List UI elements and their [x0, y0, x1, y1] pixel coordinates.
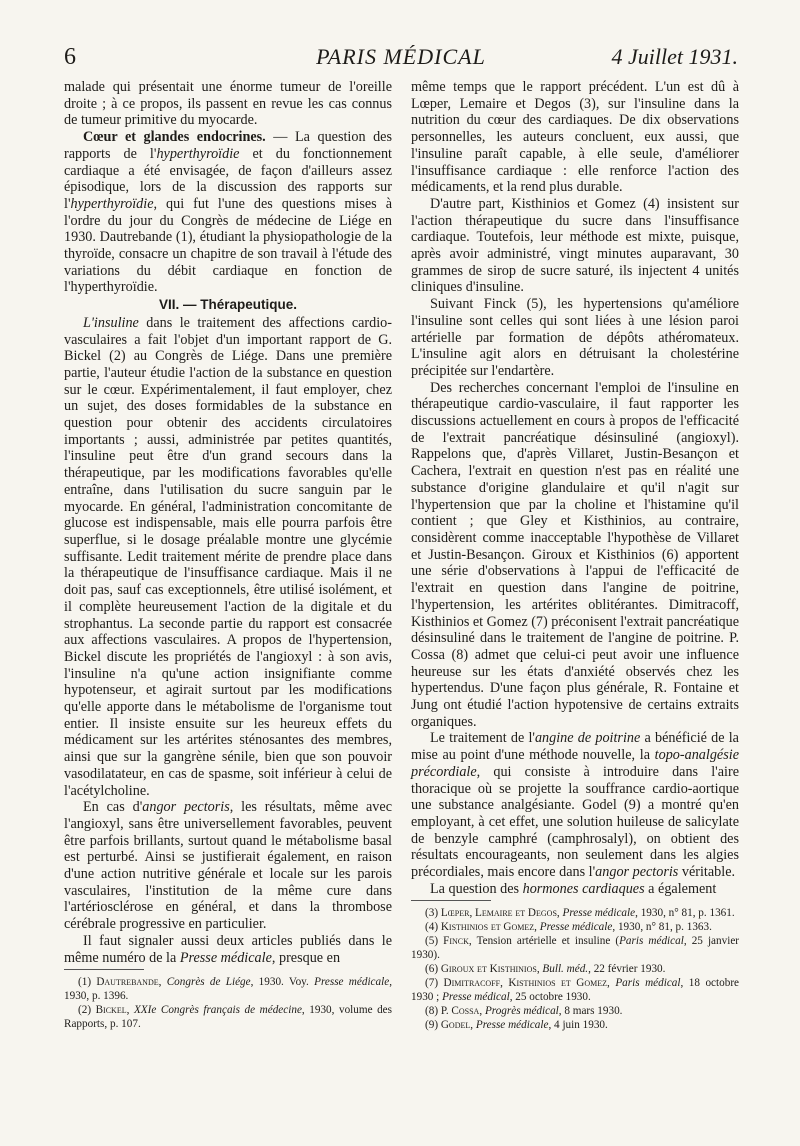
paragraph: En cas d'angor pectoris, les résultats, même avec l'angioxyl, sans être universellement favorables, peuvent être parfois brillants, surtout quand le métabolisme basal est perturbé. Ainsi se justifierait également, en raison d'une action nutritive générale et locale sur les parois vasculaires, l'institution de la même cure dans l'artériosclérose en général, et dans la thrombose cérébrale progressive en particulier. [64, 799, 392, 933]
footnote: (4) Kisthinios et Gomez, Presse médicale, 1930, n° 81, p. 1363. [425, 921, 712, 934]
footnote-divider [64, 969, 144, 970]
footnote: (9) Godel, Presse médicale, 4 juin 1930. [425, 1019, 608, 1032]
footnote-divider [411, 900, 491, 901]
journal-title: PARIS MÉDICAL [316, 44, 486, 69]
footnote: (7) Dimitracoff, Kisthinios et Gomez, Paris médical, 18 octobre 1930 ; Presse médical, 25 octobre 1930. [411, 977, 740, 1004]
issue-date: 4 Juillet 1931. [611, 44, 738, 69]
paragraph: D'autre part, Kisthinios et Gomez (4) insistent sur l'action thérapeutique du sucre dans l'insuffisance cardiaque. Toutefois, leur méthode est mixte, puisque, après avoir administré, vingt minutes auparavant, 30 grammes de sirop de sucre saturé, ils injectent 4 unités cliniques d'insuline. [411, 195, 739, 296]
page-header [64, 40, 738, 76]
paragraph: Cœur et glandes endocrines. — La question des rapports de l'hyperthyroïdie et du fonctionnement cardiaque a été envisagée, de façon d'ailleurs assez épisodique, lors de la discussion des rapports sur l'hyperthyroïdie, qui fut l'une des questions mises à l'ordre du jour du Congrès de médecine de Liége en 1930. Dautrebande (1), étudiant la physiopathologie de la thyroïde, consacre un chapitre de son travail à l'étude des variations du débit cardiaque en fonction de l'hyperthyroïdie. [64, 129, 392, 296]
section-heading: VII. — Thérapeutique. [158, 297, 298, 313]
footnotes [411, 906, 739, 1032]
footnote: (1) Dautrebande, Congrès de Liége, 1930. Voy. Presse médicale, 1930, p. 1396. [64, 976, 392, 1003]
paragraph: L'insuline dans le traitement des affections cardio-vasculaires a fait l'objet d'un important rapport de G. Bickel (2) au Congrès de Liége. Dans une première partie, l'auteur étudie l'action de la substance en question sur le cœur. Expérimentalement, il faut employer, chez un sujet, des doses formidables de la substance en question pour obtenir des accidents circulatoires importants ; aussi, administrée par petites quantités, l'insuline peut être d'un grand secours dans la thérapeutique, par les modifications favorables qu'elle entraîne, dans l'utilisation du sucre sanguin par le myocarde. En général, l'administration concomitante de glucose est indispensable, mais elle pourra parfois être superflue, si le dosage préalable montre une glycémie suffisante. Ledit traitement mérite de prendre place dans la thérapeutique de l'insuffisance cardiaque. Mais il ne doit pas, sauf cas exceptionnels, être utilisé isolément, et il complète heureusement l'action de la digitale et du strophantus. La seconde partie du rapport est consacrée aux affections vasculaires. A propos de l'hypertension, Bickel discute les propriétés de l'angioxyl : à son avis, l'insuline n'a qu'une action insignifiante comme hypotenseur, et agirait surtout par les modifications qu'elle apporte dans le métabolisme de l'organisme tout entier. Il insiste ensuite sur les heureux effets du médicament sur les artérites sténosantes des membres, ainsi que sur la gangrène sénile, bien que son pouvoir vasodilatateur, en cas de spasme, soit inférieur à celui de l'acétylcholine. [64, 314, 392, 799]
paragraph: Des recherches concernant l'emploi de l'insuline en thérapeutique cardio-vasculaire, il faut rapporter les discussions actuellement en cours à propos de l'efficacité de l'extrait pancréatique désinsuliné (angioxyl). Rappelons que, d'après Villaret, Justin-Besançon et Cachera, l'extrait en question n'est pas en réalité une substance d'origine glandulaire et qu'il n'agit sur l'hypertension que par la choline et l'histamine qu'il contient ; que Gley et Kisthinios, au contraire, considèrent comme inacceptable l'hypothèse de Villaret et Justin-Besançon. Giroux et Kisthinios (6) apportent une série d'observations à l'appui de l'efficacité de l'extrait en question dans l'angine de poitrine, l'hypertension, les artérites oblitérantes. Dimitracoff, Kisthinios et Gomez (7) préconisent l'extrait pancréatique désinsuliné dans le traitement de l'angine de poitrine. P. Cossa (8) admet que celui-ci peut avoir une influence heureuse sur les états d'anxiété observés chez les hypertendus. D'une façon plus générale, R. Fontaine et Jung ont étudié l'action hypotensive de certains extraits organiques. [411, 379, 739, 730]
paragraph: même temps que le rapport précédent. L'un est dû à Lœper, Lemaire et Degos (3), sur l'insuline dans la nutrition du cœur des cardiaques. De dix observations personnelles, les auteurs concluent, eux aussi, que l'insuline paraît capable, à elle seule, d'améliorer l'insuffisance cardiaque : elle renforce l'action des médicaments, et la rend plus durable. [411, 79, 739, 196]
paragraph: Suivant Finck (5), les hypertensions qu'améliore l'insuline sont celles qui sont liées à une lésion paroi artérielle par formation de dépôts athéromateux. L'insuline agit alors en détruisant la cholestérine précipitée sur l'endartère. [411, 296, 739, 379]
paragraph: Il faut signaler aussi deux articles publiés dans le même numéro de la Presse médicale, presque en [64, 932, 392, 966]
paragraph: malade qui présentait une énorme tumeur de l'oreille droite ; à ce propos, ils passent en revue les cas connus de tumeur primitive du myocarde. [64, 79, 392, 129]
footnotes [64, 975, 392, 1031]
footnote: (8) P. Cossa, Progrès médical, 8 mars 1930. [425, 1005, 623, 1018]
page-number: 6 [64, 44, 76, 70]
run-in-heading: Cœur et glandes endocrines. [83, 129, 266, 146]
left-column [64, 79, 392, 1031]
footnote: (2) Bickel, XXIe Congrès français de médecine, 1930, volume des Rapports, p. 107. [64, 1004, 392, 1031]
footnote: (6) Giroux et Kisthinios, Bull. méd., 22 février 1930. [425, 963, 666, 976]
footnote: (3) Lœper, Lemaire et Degos, Presse médicale, 1930, n° 81, p. 1361. [425, 907, 735, 920]
paragraph: La question des hormones cardiaques a également [430, 880, 717, 897]
right-column [411, 79, 739, 1032]
footnote: (5) Finck, Tension artérielle et insuline (Paris médical, 25 janvier 1930). [411, 935, 740, 962]
paragraph: Le traitement de l'angine de poitrine a bénéficié de la mise au point d'une méthode nouvelle, la topo-analgésie précordiale, qui consiste à introduire dans l'aire thoracique où se projette la souffrance cardio-aortique une substance analgésiante. Godel (9) a montré qu'en employant, à cet effet, une solution huileuse de salicylate de benzyle camphré (camphrosalyl), on obtient des résultats encourageants, non seulement dans les algies précordiales, mais encore dans l'angor pectoris véritable. [411, 730, 739, 881]
